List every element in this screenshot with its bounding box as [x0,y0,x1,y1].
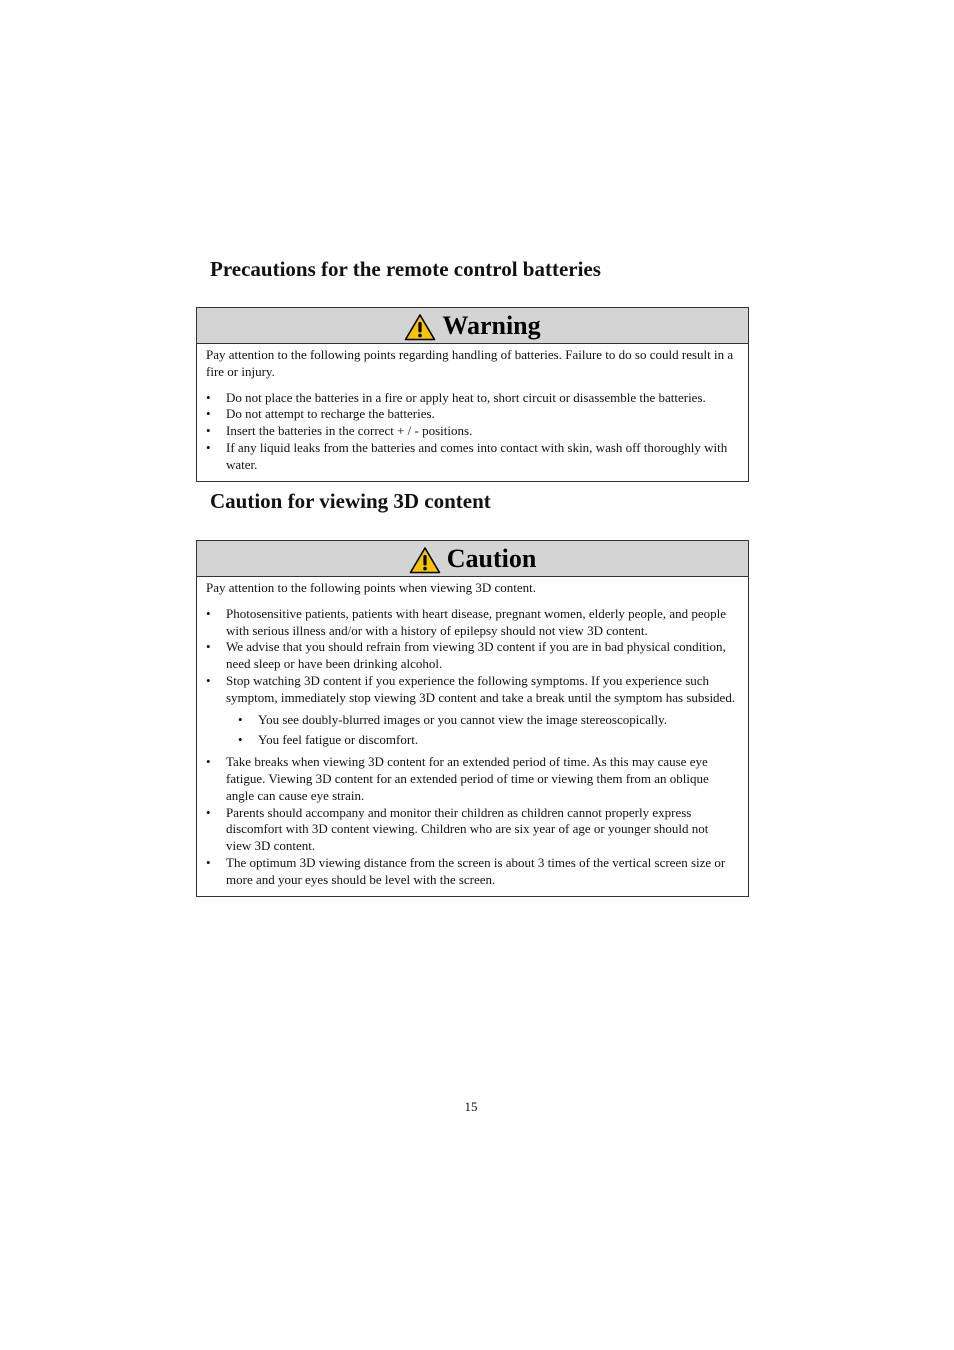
list-item [206,754,736,804]
bullet-dot: • [206,406,211,422]
bullet-dot: • [206,854,211,870]
3d-viewing-section-heading: Caution for viewing 3D content [210,489,491,513]
caution-title: Caution [446,543,537,573]
warning-title: Warning [442,310,541,340]
warning-notice-box [196,307,749,482]
bullet-dot: • [206,754,211,770]
list-item [206,855,736,889]
list-item-text: Photosensitive patients, patients with heart disease, pregnant women, elderly people, and people with serious illness and/or with a history of epilepsy should not view 3D content. [226,605,727,638]
sub-list-item [238,732,736,749]
bullet-dot: • [238,732,243,748]
page-number: 15 [464,1099,478,1114]
batteries-section-heading: Precautions for the remote control batteries [210,257,601,281]
list-item-text: Parents should accompany and monitor their children as children cannot properly express discomfort with 3D content viewing. Children who are six year of age or younger should not view 3D content. [226,804,709,854]
sub-list-item-text: You feel fatigue or discomfort. [258,732,419,748]
caution-intro-text: Pay attention to the following points when viewing 3D content. [206,580,537,595]
list-item-text: Do not attempt to recharge the batteries. [226,406,435,422]
list-item [206,440,736,474]
caution-notice-header [197,541,748,577]
sub-list-item-text: You see doubly-blurred images or you cannot view the image stereoscopically. [258,711,668,727]
list-item [206,673,736,749]
list-item-text: Do not place the batteries in a fire or apply heat to, short circuit or disassemble the batteries. [226,389,706,405]
list-item-text: The optimum 3D viewing distance from the screen is about 3 times of the vertical screen size or more and your eyes should be level with the screen. [226,854,726,887]
caution-bullet-list [206,606,736,889]
warning-bullet-list [206,390,736,474]
list-item [206,639,736,673]
warning-notice-body [197,344,748,481]
list-item-text: Insert the batteries in the correct + / - positions. [226,423,473,439]
bullet-dot: • [206,605,211,621]
warning-triangle-icon [404,313,436,341]
bullet-dot: • [206,423,211,439]
list-item-text: Stop watching 3D content if you experience the following symptoms. If you experience such symptom, immediately stop viewing 3D content and take a break until the symptom has subsided. [226,672,736,705]
list-item [206,805,736,855]
list-item-text: Take breaks when viewing 3D content for an extended period of time. As this may cause eye fatigue. Viewing 3D content for an extended period of time or viewing them from an oblique angle can cause eye strain. [226,754,709,803]
list-item [206,406,736,423]
list-item-text: We advise that you should refrain from viewing 3D content if you are in bad physical condition, need sleep or have been drinking alcohol. [226,639,726,672]
sub-list-item [238,712,736,729]
bullet-dot: • [206,804,211,820]
list-item-text: If any liquid leaks from the batteries and comes into contact with skin, wash off thoroughly with water. [226,439,728,472]
bullet-dot: • [206,389,211,405]
bullet-dot: • [206,439,211,455]
warning-triangle-icon [409,546,441,574]
caution-notice-box [196,540,749,897]
warning-intro-text: Pay attention to the following points regarding handling of batteries. Failure to do so could result in a fire or injury. [206,347,734,379]
caution-notice-body [197,577,748,896]
warning-notice-header [197,308,748,344]
list-item [206,423,736,440]
list-item [206,390,736,407]
list-item [206,606,736,640]
bullet-dot: • [238,711,243,727]
symptom-sub-list [238,712,736,750]
bullet-dot: • [206,672,211,688]
bullet-dot: • [206,639,211,655]
